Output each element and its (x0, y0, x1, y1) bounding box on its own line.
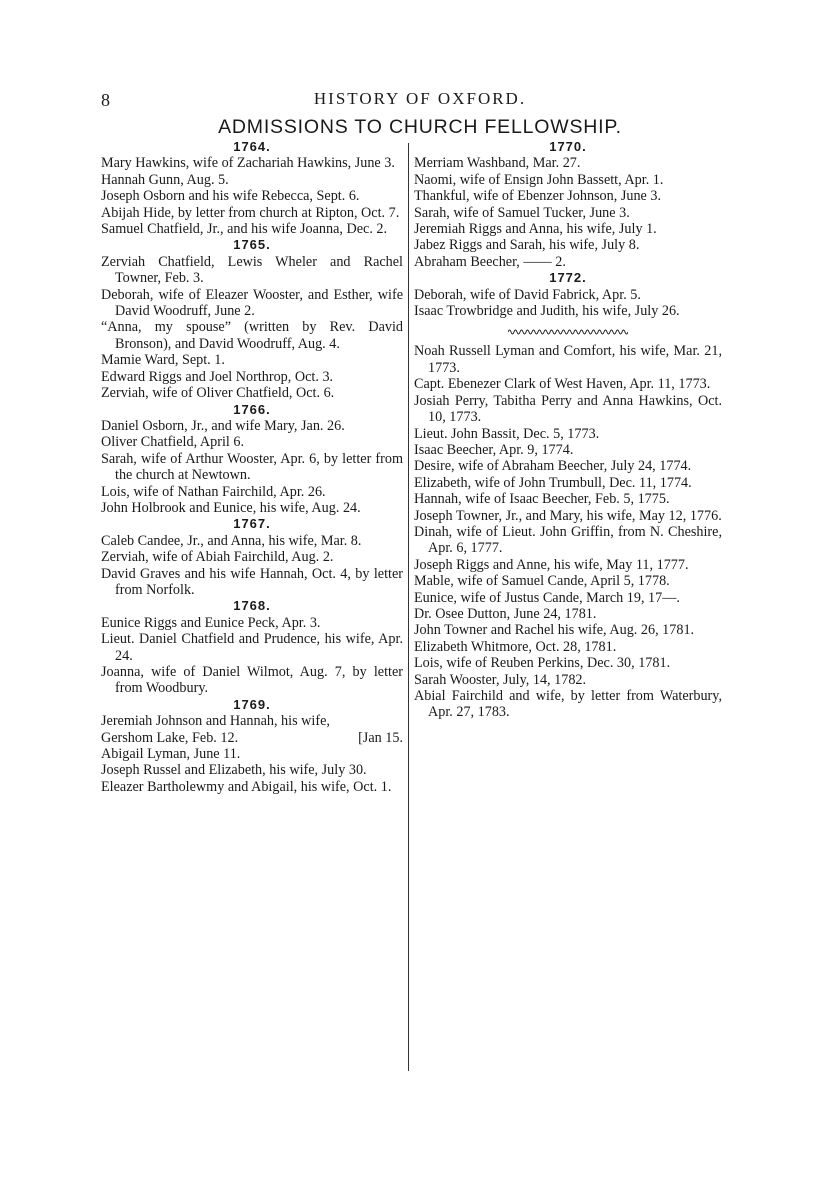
entry: Zerviah, wife of Oliver Chatfield, Oct. 6. (101, 385, 335, 402)
entry: Lieut. John Bassit, Dec. 5, 1773. (414, 425, 600, 442)
entry: Isaac Beecher, Apr. 9, 1774. (414, 441, 574, 458)
entry: David Graves and his wife Hannah, Oct. 4, by letter from Norfolk. (101, 565, 403, 598)
entry: Hannah Gunn, Aug. 5. (101, 171, 229, 188)
entry: Jeremiah Riggs and Anna, his wife, July 1. (414, 221, 657, 238)
entry: John Towner and Rachel his wife, Aug. 26, 1781. (414, 622, 695, 639)
column-divider (408, 143, 409, 1071)
entry: John Holbrook and Eunice, his wife, Aug. 24. (101, 499, 361, 516)
entry: Joanna, wife of Daniel Wilmot, Aug. 7, by letter from Woodbury. (101, 664, 403, 697)
right-column (414, 139, 722, 721)
entry: Deborah, wife of Eleazer Wooster, and Esther, wife David Woodruff, June 2. (101, 286, 403, 320)
entry: Daniel Osborn, Jr., and wife Mary, Jan. 26. (101, 417, 345, 434)
year-heading: 1772. (549, 270, 587, 286)
entry: Abraham Beecher, —— 2. (414, 253, 566, 270)
year-heading: 1767. (233, 516, 271, 532)
entry: Joseph Russel and Elizabeth, his wife, July 30. (101, 762, 367, 779)
entry: Joseph Towner, Jr., and Mary, his wife, May 12, 1776. (414, 507, 722, 524)
entry: Dinah, wife of Lieut. John Griffin, from N. Cheshire, Apr. 6, 1777. (414, 523, 722, 557)
entry: Abijah Hide, by letter from church at Ripton, Oct. 7. (101, 204, 400, 221)
entry: Sarah Wooster, July, 14, 1782. (414, 671, 587, 688)
year-heading: 1770. (549, 139, 587, 154)
entry: Elizabeth, wife of John Trumbull, Dec. 11, 1774. (414, 474, 692, 491)
entry: Caleb Candee, Jr., and Anna, his wife, Mar. 8. (101, 532, 362, 549)
year-heading: 1766. (233, 401, 271, 417)
year-heading: 1764. (233, 139, 271, 154)
left-column (101, 139, 403, 795)
entry: Lois, wife of Nathan Fairchild, Apr. 26. (101, 483, 326, 500)
entry: Lois, wife of Reuben Perkins, Dec. 30, 1781. (414, 655, 671, 672)
entry: Oliver Chatfield, April 6. (101, 434, 245, 451)
entry: Mamie Ward, Sept. 1. (101, 352, 225, 369)
margin-note: [Jan 15. (358, 729, 403, 746)
wavy-divider (414, 319, 722, 343)
entry: Joseph Riggs and Anne, his wife, May 11, 1777. (414, 556, 689, 573)
entry: Sarah, wife of Arthur Wooster, Apr. 6, by letter from the church at Newtown. (101, 450, 403, 484)
entry: Isaac Trowbridge and Judith, his wife, July 26. (414, 303, 680, 320)
page-number: 8 (101, 90, 110, 110)
entry: Eunice Riggs and Eunice Peck, Apr. 3. (101, 614, 321, 631)
entry: Eleazer Bartholewmy and Abigail, his wife, Oct. 1. (101, 778, 392, 795)
entry: Abigail Lyman, June 11. (101, 746, 241, 763)
entry: Deborah, wife of David Fabrick, Apr. 5. (414, 286, 641, 303)
year-heading: 1769. (233, 696, 271, 712)
entry: Josiah Perry, Tabitha Perry and Anna Hawkins, Oct. 10, 1773. (414, 392, 722, 426)
year-heading: 1765. (233, 237, 271, 253)
year-heading: 1768. (233, 598, 271, 614)
entry: Lieut. Daniel Chatfield and Prudence, his wife, Apr. 24. (101, 631, 403, 664)
entry: “Anna, my spouse” (written by Rev. David Bronson), and David Woodruff, Aug. 4. (101, 319, 403, 352)
entry: Joseph Osborn and his wife Rebecca, Sept. 6. (101, 188, 360, 205)
entry: Merriam Washband, Mar. 27. (414, 155, 581, 172)
entry: Edward Riggs and Joel Northrop, Oct. 3. (101, 368, 334, 385)
entry: Elizabeth Whitmore, Oct. 28, 1781. (414, 638, 617, 655)
entry: Dr. Osee Dutton, June 24, 1781. (414, 605, 597, 622)
entry: Samuel Chatfield, Jr., and his wife Joanna, Dec. 2. (101, 221, 388, 238)
entry: Eunice, wife of Justus Cande, March 19, 17—. (414, 589, 680, 606)
entry: Desire, wife of Abraham Beecher, July 24, 1774. (414, 458, 692, 475)
entry: Abial Fairchild and wife, by letter from Waterbury, Apr. 27, 1783. (414, 688, 722, 721)
entry: Jabez Riggs and Sarah, his wife, July 8. (414, 237, 640, 254)
entry: Naomi, wife of Ensign John Bassett, Apr. 1. (414, 171, 664, 188)
entry: Capt. Ebenezer Clark of West Haven, Apr. 11, 1773. (414, 376, 711, 393)
entry: Zerviah Chatfield, Lewis Wheler and Rachel Towner, Feb. 3. (101, 253, 403, 287)
entry: Zerviah, wife of Abiah Fairchild, Aug. 2. (101, 549, 334, 566)
entry: Sarah, wife of Samuel Tucker, June 3. (414, 204, 630, 221)
entry (101, 730, 403, 746)
entry: Thankful, wife of Ebenzer Johnson, June 3. (414, 188, 662, 205)
entry: Hannah, wife of Isaac Beecher, Feb. 5, 1775. (414, 491, 670, 508)
entry-text: Gershom Lake, Feb. 12. (101, 729, 239, 746)
entry: Mary Hawkins, wife of Zachariah Hawkins, June 3. (101, 155, 395, 172)
running-title: HISTORY OF OXFORD. (313, 89, 527, 108)
section-title: ADMISSIONS TO CHURCH FELLOWSHIP. (218, 116, 622, 138)
entry: Jeremiah Johnson and Hannah, his wife, (101, 713, 330, 730)
entry: Noah Russell Lyman and Comfort, his wife, Mar. 21, 1773. (414, 343, 722, 376)
entry: Mable, wife of Samuel Cande, April 5, 1778. (414, 573, 670, 590)
